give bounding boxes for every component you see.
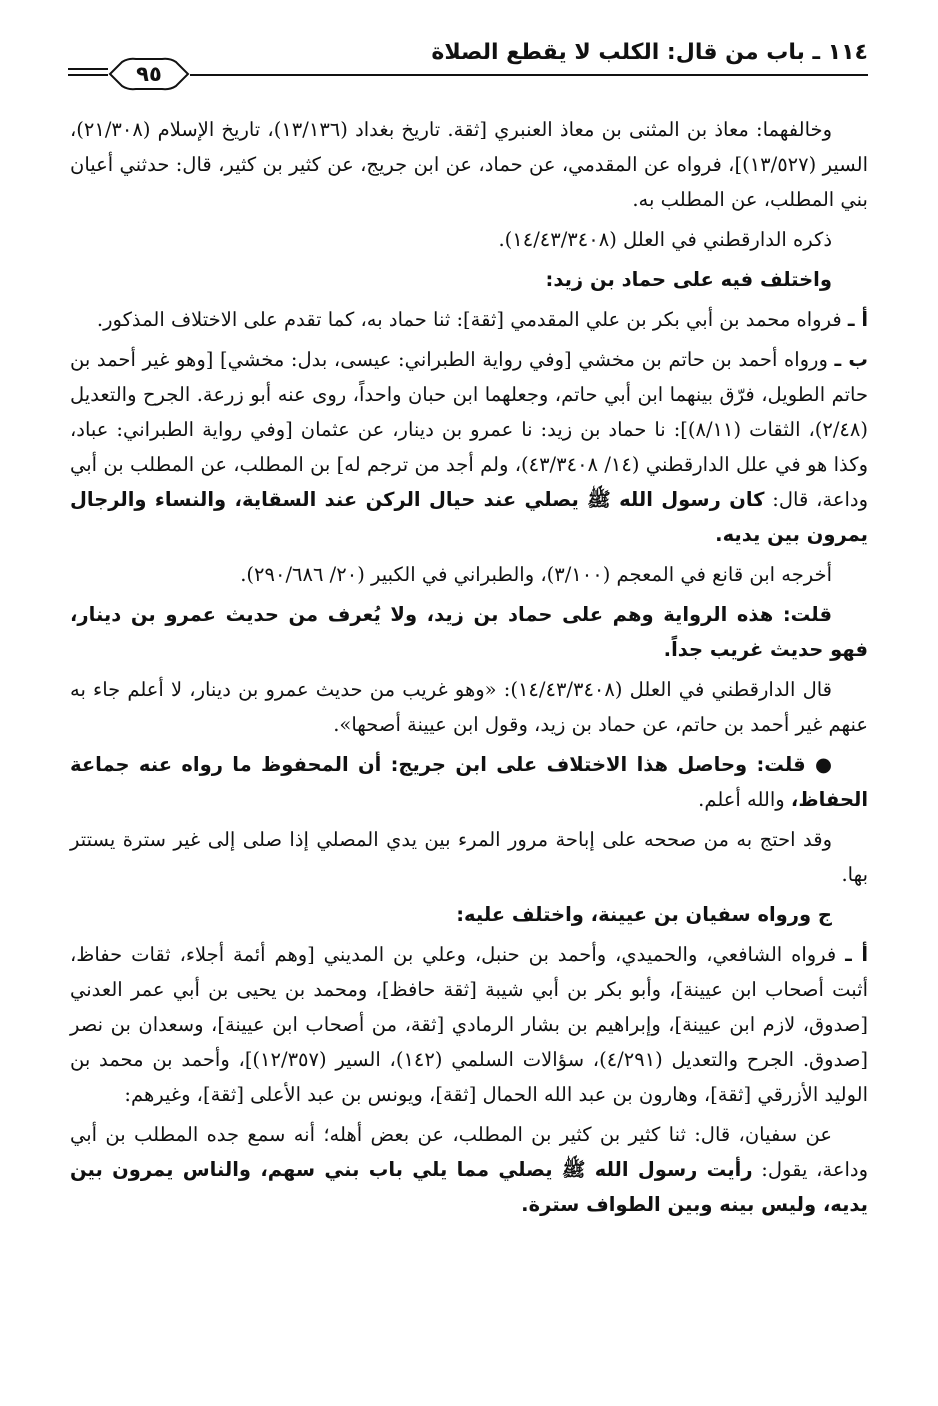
paragraph-daraqutni: قال الدارقطني في العلل (١٤/٤٣/٣٤٠٨): «وهو غريب من حديث عمرو بن دينار، لا أعلم جاء به عنهم غير أحمد بن حاتم، عن حماد بن زيد، وقول ابن عيينة أصحها». [70,678,868,736]
item-label-sufyan-alef: أ ـ [845,943,869,966]
paragraph-alef-text: فرواه محمد بن أبي بكر بن علي المقدمي [ثقة]: ثنا حماد به، كما تقدم على الاختلاف المذكور. [96,308,842,331]
paragraph-alef [70,302,868,337]
paragraph-takhrij: أخرجه ابن قانع في المعجم (٣/١٠٠)، والطبراني في الكبير (٢٠/ ٢٩٠/٦٨٦). [240,563,832,586]
header-rule-left-lower [68,74,108,76]
hadith-sufyan-bold: رأيت رسول الله ﷺ يصلي مما يلي باب بني سهم، والناس يمرون بين يديه، وليس بينه وبين الطواف سترة. [70,1158,868,1216]
page-number-badge [106,56,192,92]
paragraph-sufyan-alef [70,937,868,1112]
paragraph-1: وخالفهما: معاذ بن المثنى بن معاذ العنبري [ثقة. تاريخ بغداد (١٣/١٣٦)، تاريخ الإسلام (٢١/٣٠٨)، السير (١٣/٥٢٧)]، فرواه عن المقدمي، عن حماد، عن ابن جريج، عن كثير بن كثير، قال: حدثني أعيان بني المطلب، عن المطلب به. [70,118,868,211]
header-rule-left-upper [68,68,108,70]
header-rule [190,74,868,76]
paragraph-ihtajja: وقد احتج به من صححه على إباحة مرور المرء بين يدي المصلي إذا صلى إلى غير سترة يستتر بها. [70,828,868,886]
paragraph-ba-text: ورواه أحمد بن حاتم بن مخشي [وفي رواية الطبراني: عيسى، بدل: مخشي] [وهو غير أحمد بن حاتم الطويل، فرّق بينهما ابن أبي حاتم، وجعلهما ابن حبان واحداً، روى عنه أبو زرعة. الجرح والتعديل (٢/٤٨)، الثقات (٨/١١)]: نا حماد بن زيد: نا عمرو بن دينار، عن عثمان [وفي رواية الطبراني: عباد، وكذا هو في علل الدارقطني (١٤/ ٤٣/٣٤٠٨)، ولم أجد من ترجم له] بن المطلب، عن المطلب بن أبي وداعة، قال: [70,348,868,511]
paragraph-ba [70,342,868,552]
conclusion-tail: والله أعلم. [698,788,785,811]
conclusion-bold: ● قلت: وحاصل هذا الاختلاف على ابن جريج: أن المحفوظ ما رواه عنه جماعة الحفاظ، [70,753,868,811]
hadith-sufyan-text: عن سفيان، قال: ثنا كثير بن كثير بن المطلب، عن بعض أهله؛ أنه سمع جده المطلب بن أبي وداعة، يقول: [70,1123,868,1181]
item-label-alef: أ ـ [847,308,868,331]
paragraph-sufyan-alef-text: فرواه الشافعي، والحميدي، وأحمد بن حنبل، وعلي بن المديني [وهم أئمة أجلاء، ثقات حفاظ، أثبت أصحاب ابن عيينة]، وأبو بكر بن أبي شيبة [ثقة حافظ]، ومحمد بن يحيى بن أبي عمر العدني [صدوق، لازم ابن عيينة]، وإبراهيم بن بشار الرمادي [ثقة، من أصحاب ابن عيينة]، وسعدان بن نصر [صدوق. الجرح والتعديل (٤/٢٩١)، سؤالات السلمي (١٤٢)، السير (١٢/٣٥٧)]، وأحمد بن محمد بن الوليد الأزرقي [ثقة]، وهارون بن عبد الله الحمال [ثقة]، ويونس بن عبد الأعلى [ثقة]، وغيرهم: [70,943,868,1106]
hadith-text-ba: كان رسول الله ﷺ يصلي عند حيال الركن عند السقاية، والنساء والرجال يمرون بين يديه. [70,488,868,546]
section-heading-hammad: واختلف فيه على حماد بن زيد: [545,268,832,291]
paragraph-qultu-1: قلت: هذه الرواية وهم على حماد بن زيد، ولا يُعرف من حديث عمرو بن دينار، فهو حديث غريب جداً. [70,603,868,661]
item-label-ba: ب ـ [834,348,868,371]
running-title: ١١٤ ـ باب من قال: الكلب لا يقطع الصلاة [431,40,868,65]
paragraph-hadith-sufyan [70,1117,868,1222]
section-heading-sufyan: ج ورواه سفيان بن عيينة، واختلف عليه: [456,903,832,926]
paragraph-2: ذكره الدارقطني في العلل (١٤/٤٣/٣٤٠٨). [498,228,832,251]
main-text [70,112,868,1227]
paragraph-conclusion [70,747,868,817]
page-number: ٩٥ [136,62,162,86]
page-header [68,38,868,96]
